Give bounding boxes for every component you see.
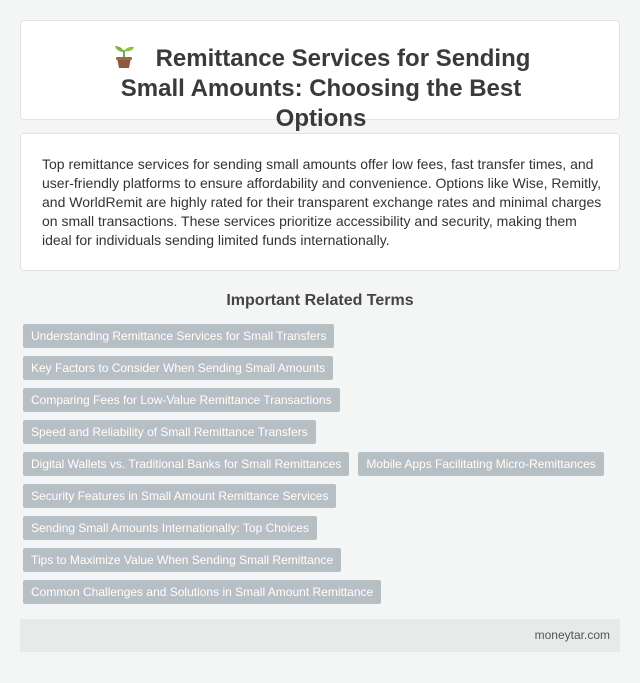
related-term-tag[interactable]: Understanding Remittance Services for Small Transfers — [23, 324, 334, 348]
tag-row — [23, 484, 617, 516]
related-terms-list — [23, 324, 617, 612]
related-term-tag[interactable]: Key Factors to Consider When Sending Small Amounts — [23, 356, 333, 380]
tag-row — [23, 516, 617, 548]
tag-row — [23, 548, 617, 580]
footer-site-link[interactable]: moneytar.com — [534, 628, 610, 642]
related-term-tag[interactable]: Speed and Reliability of Small Remittance Transfers — [23, 420, 316, 444]
related-term-tag[interactable]: Mobile Apps Facilitating Micro-Remittances — [358, 452, 603, 476]
tag-row — [23, 420, 617, 452]
tag-row — [23, 452, 617, 484]
related-term-tag[interactable]: Digital Wallets vs. Traditional Banks for Small Remittances — [23, 452, 349, 476]
related-term-tag[interactable]: Security Features in Small Amount Remittance Services — [23, 484, 336, 508]
related-terms-heading: Important Related Terms — [226, 292, 414, 309]
related-term-tag[interactable]: Sending Small Amounts Internationally: Top Choices — [23, 516, 317, 540]
page-title — [21, 43, 621, 134]
tag-row — [23, 324, 617, 356]
sprout-icon — [112, 43, 136, 69]
summary-text: Top remittance services for sending small amounts offer low fees, fast transfer times, and user-friendly platforms to ensure affordability and convenience. Options like Wise, Remitly, and WorldRemit are highly rated for their transparent exchange rates and minimal charges on small transactions. These services prioritize accessibility and security, making them ideal for individuals sending limited funds internationally. — [42, 156, 602, 248]
tag-row — [23, 356, 617, 388]
tag-row — [23, 580, 617, 612]
summary-card — [20, 133, 620, 271]
title-card — [20, 20, 620, 132]
related-term-tag[interactable]: Common Challenges and Solutions in Small Amount Remittance — [23, 580, 381, 604]
page-title-text: Remittance Services for Sending Small Amounts: Choosing the Best Options — [120, 45, 531, 132]
tag-row — [23, 388, 617, 420]
footer — [20, 619, 620, 652]
related-term-tag[interactable]: Tips to Maximize Value When Sending Small Remittance — [23, 548, 341, 572]
related-term-tag[interactable]: Comparing Fees for Low-Value Remittance Transactions — [23, 388, 340, 412]
